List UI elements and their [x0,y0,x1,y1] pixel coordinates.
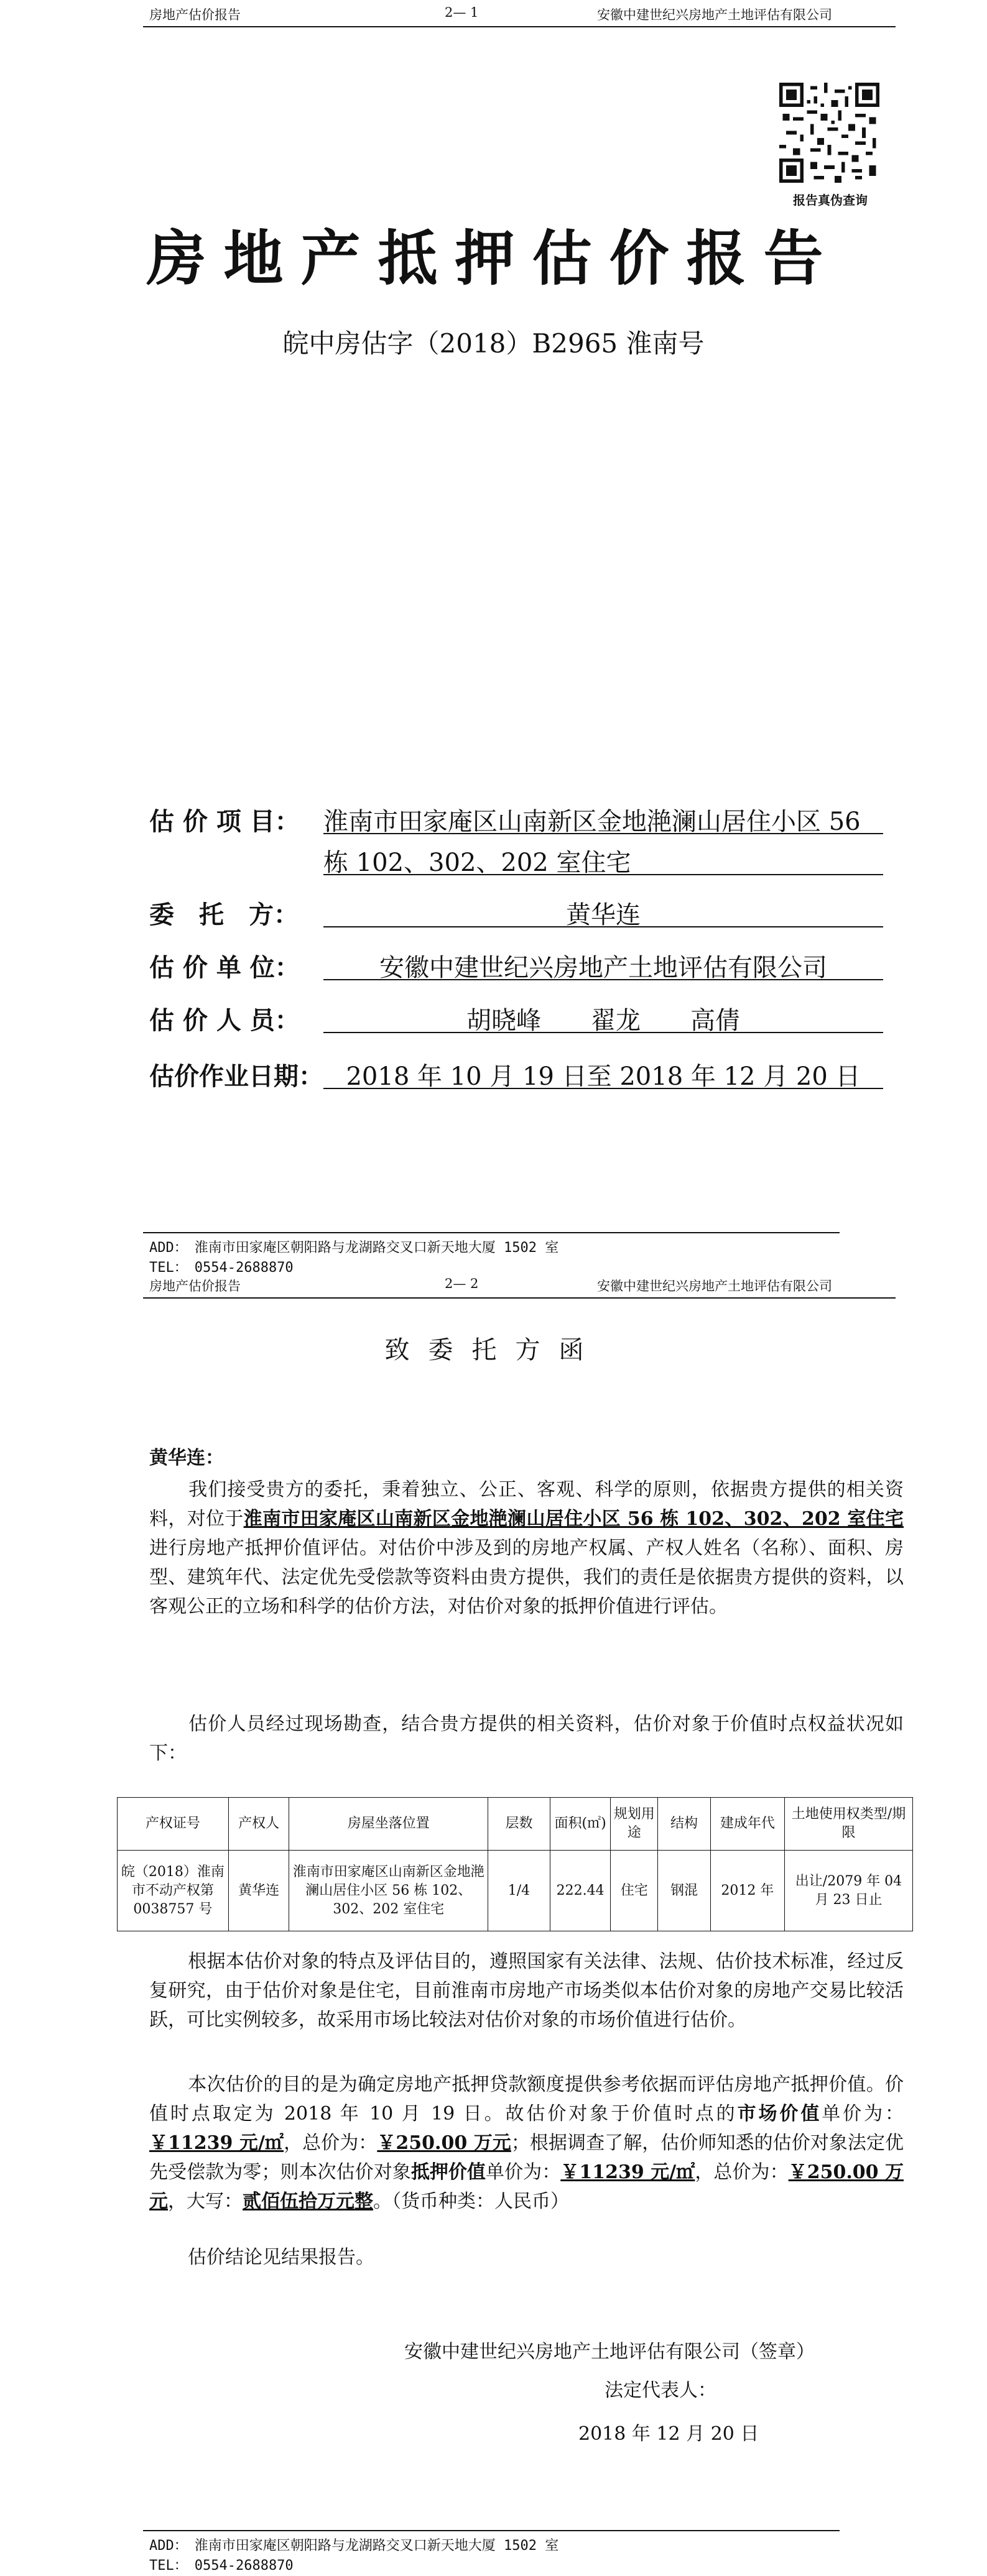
td-location: 淮南市田家庵区山南新区金地滟澜山居住小区 56 栋 102、302、202 室住宅 [289,1851,488,1931]
mortgage-value-label: 抵押价值 [410,2161,486,2183]
th-owner: 产权人 [228,1798,289,1851]
signature-company: 安徽中建世纪兴房地产土地评估有限公司（签章） [404,2341,815,2363]
project-value-line1: 淮南市田家庵区山南新区金地滟澜山居住小区 56 [323,807,861,836]
header-left: 房地产估价报告 [149,7,241,22]
signature-date: 2018 年 12 月 20 日 [578,2423,759,2445]
header-left: 房地产估价报告 [149,1279,241,1294]
valuer-unit-value: 安徽中建世纪兴房地产土地评估有限公司 [379,954,827,982]
mortgage-total-price: ￥250.00 万元 [149,2161,904,2212]
property-table [117,1797,913,1931]
td-floors: 1/4 [488,1851,550,1931]
td-cert-no: 皖（2018）淮南市不动产权第 0038757 号 [118,1851,229,1931]
td-land-right: 出让/2079 年 04 月 23 日止 [784,1851,912,1931]
valuer-staff-label: 估 价 人 员： [149,1006,300,1035]
header-right: 安徽中建世纪兴房地产土地评估有限公司 [597,7,832,22]
letter-title: 致委托方函 [384,1336,603,1364]
th-cert-no: 产权证号 [118,1798,229,1851]
td-owner: 黄华连 [228,1851,289,1931]
valuer-unit-label: 估 价 单 位： [149,953,300,982]
work-date-label: 估价作业日期： [149,1062,323,1091]
property-address: 淮南市田家庵区山南新区金地滟澜山居住小区 56 栋 102、302、202 室住宅 [243,1508,904,1530]
header-right: 安徽中建世纪兴房地产土地评估有限公司 [597,1279,832,1294]
valuer-unit-underline [323,979,883,980]
mortgage-unit-price: ￥11239 元/㎡ [560,2161,695,2183]
header-rule [143,26,896,27]
header-page-number: 2— 2 [445,1276,479,1291]
client-label: 委 托 方： [149,900,299,929]
project-value-line2: 栋 102、302、202 室住宅 [323,849,631,877]
footer-phone: TEL： 0554-2688870 [149,1260,294,1276]
paragraph-3: 根据本估价对象的特点及评估目的，遵照国家有关法律、法规、估价技术标准，经过反复研究，由于估价对象是住宅，目前淮南市房地产市场类似本估价对象的房地产交易比较活跃，可比实例较多，故采用市场比较法对估价对象的市场价值进行估价。 [149,1951,904,2031]
th-area: 面积(㎡) [550,1798,611,1851]
th-location: 房屋坐落位置 [289,1798,488,1851]
qr-code-icon[interactable] [779,83,879,183]
footer-address: ADD： 淮南市田家庵区朝阳路与龙湖路交叉口新天地大厦 1502 室 [149,1240,559,1256]
valuer-staff-value: 胡晓峰 翟龙 高倩 [466,1006,740,1035]
client-value: 黄华连 [566,901,641,929]
paragraph-4: 本次估价的目的是为确定房地产抵押贷款额度提供参考依据而评估房地产抵押价值。价值时点取定为 2018 年 10 月 19 日。故估价对象于价值时点的市场价值单价为：￥11239 元/㎡，总价为：￥250.00 万元；根据调查了解，估价师知悉的估价对象法定优先受偿款为零；则本次估价对象抵押价值单价为：￥11239 元/㎡，总价为：￥250.00 万元，大写：贰佰伍拾万元整。（货币种类：人民币） [149,2074,904,2212]
report-number: 皖中房估字（2018）B2965 淮南号 [282,328,705,359]
market-value-label: 市场价值 [737,2103,822,2125]
header-page-number: 2— 1 [445,5,479,20]
th-use: 规划用途 [611,1798,658,1851]
salutation: 黄华连： [149,1447,224,1469]
footer-address: ADD： 淮南市田家庵区朝阳路与龙湖路交叉口新天地大厦 1502 室 [149,2538,559,2554]
paragraph-5: 估价结论见结果报告。 [188,2247,374,2268]
signature-representative: 法定代表人： [605,2380,716,2401]
footer-rule [143,2530,840,2531]
table-row [118,1851,913,1931]
project-underline-1 [323,833,883,834]
th-built-year: 建成年代 [710,1798,784,1851]
work-date-value: 2018 年 10 月 19 日至 2018 年 12 月 20 日 [346,1062,861,1091]
project-underline-2 [323,874,883,875]
th-structure: 结构 [658,1798,711,1851]
th-land-right: 土地使用权类型/期限 [784,1798,912,1851]
client-underline [323,926,883,927]
header-rule [143,1297,896,1299]
td-built-year: 2012 年 [710,1851,784,1931]
paragraph-1: 我们接受贵方的委托，秉着独立、公正、客观、科学的原则，依据贵方提供的相关资料，对位于淮南市田家庵区山南新区金地滟澜山居住小区 56 栋 102、302、202 室住宅进行房地产抵押价值评估。对估价中涉及到的房地产权属、产权人姓名（名称）、面积、房型、建筑年代、法定优先受偿款等资料由贵方提供，我们的责任是依据贵方提供的资料，以客观公正的立场和科学的估价方法，对估价对象的抵押价值进行评估。 [149,1479,904,1617]
project-label: 估 价 项 目： [149,807,300,836]
th-floors: 层数 [488,1798,550,1851]
valuer-staff-underline [323,1032,883,1033]
qr-caption: 报告真伪查询 [793,193,868,208]
paragraph-2: 估价人员经过现场勘查，结合贵方提供的相关资料，估价对象于价值时点权益状况如下： [149,1713,904,1764]
market-unit-price: ￥11239 元/㎡ [149,2132,284,2154]
amount-in-words: 贰佰伍拾万元整 [243,2191,373,2212]
market-total-price: ￥250.00 万元 [377,2132,511,2154]
td-structure: 钢混 [658,1851,711,1931]
td-area: 222.44 [550,1851,611,1931]
td-use: 住宅 [611,1851,658,1931]
table-header-row [118,1798,913,1851]
work-date-underline [323,1088,883,1089]
report-title: 房地产抵押估价报告 [146,223,841,293]
footer-rule [143,1232,840,1233]
footer-phone: TEL： 0554-2688870 [149,2558,294,2574]
